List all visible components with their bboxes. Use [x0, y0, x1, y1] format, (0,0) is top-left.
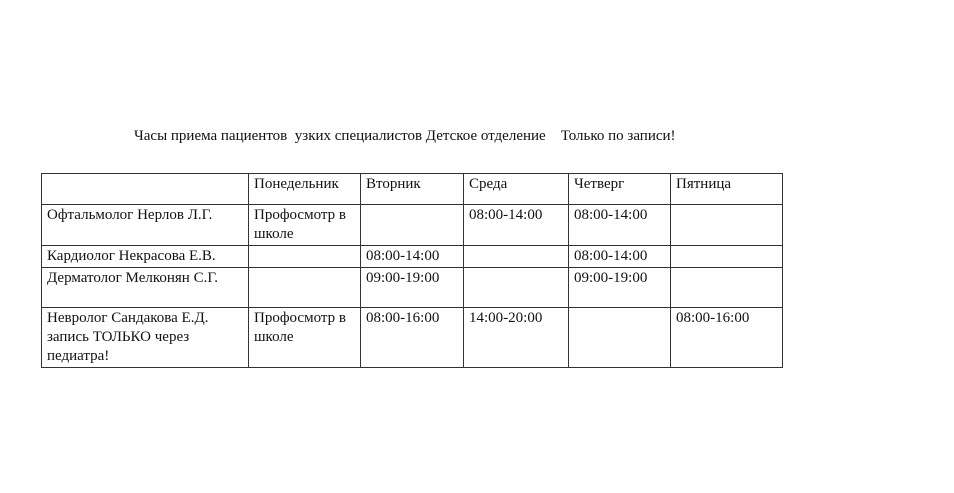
- table-header-row: [42, 174, 783, 205]
- table-row: [42, 268, 783, 308]
- table-cell: 08:00-14:00: [569, 205, 671, 246]
- header-cell-specialist: [42, 174, 249, 205]
- table-cell: [464, 246, 569, 268]
- table-row: [42, 205, 783, 246]
- table-cell: Профосмотр в школе: [249, 205, 361, 246]
- table-cell: [671, 205, 783, 246]
- table-cell: 08:00-16:00: [361, 308, 464, 368]
- header-cell-tuesday: Вторник: [361, 174, 464, 205]
- table-row: [42, 246, 783, 268]
- table-cell: [249, 246, 361, 268]
- table-cell: 08:00-14:00: [569, 246, 671, 268]
- table-cell: 08:00-14:00: [361, 246, 464, 268]
- table-row: [42, 308, 783, 368]
- table-cell: [671, 246, 783, 268]
- table-cell: [464, 268, 569, 308]
- header-cell-monday: Понедельник: [249, 174, 361, 205]
- table-cell: 08:00-14:00: [464, 205, 569, 246]
- table-cell: [249, 268, 361, 308]
- table-cell: [361, 205, 464, 246]
- table-cell-specialist: Невролог Сандакова Е.Д. запись ТОЛЬКО через педиатра!: [42, 308, 249, 368]
- table-cell-specialist: Дерматолог Мелконян С.Г.: [42, 268, 249, 308]
- table-cell-specialist: Офтальмолог Нерлов Л.Г.: [42, 205, 249, 246]
- header-cell-friday: Пятница: [671, 174, 783, 205]
- table-cell: 08:00-16:00: [671, 308, 783, 368]
- table-cell: 09:00-19:00: [569, 268, 671, 308]
- table-cell: [569, 308, 671, 368]
- document-title-text: Часы приема пациентов узких специалистов Детское отделение Только по записи!: [134, 128, 676, 144]
- table-cell: [671, 268, 783, 308]
- header-cell-thursday: Четверг: [569, 174, 671, 205]
- header-cell-wednesday: Среда: [464, 174, 569, 205]
- table-cell-specialist: Кардиолог Некрасова Е.В.: [42, 246, 249, 268]
- table-cell: 09:00-19:00: [361, 268, 464, 308]
- schedule-table: [41, 173, 783, 368]
- table-cell: Профосмотр в школе: [249, 308, 361, 368]
- table-cell: 14:00-20:00: [464, 308, 569, 368]
